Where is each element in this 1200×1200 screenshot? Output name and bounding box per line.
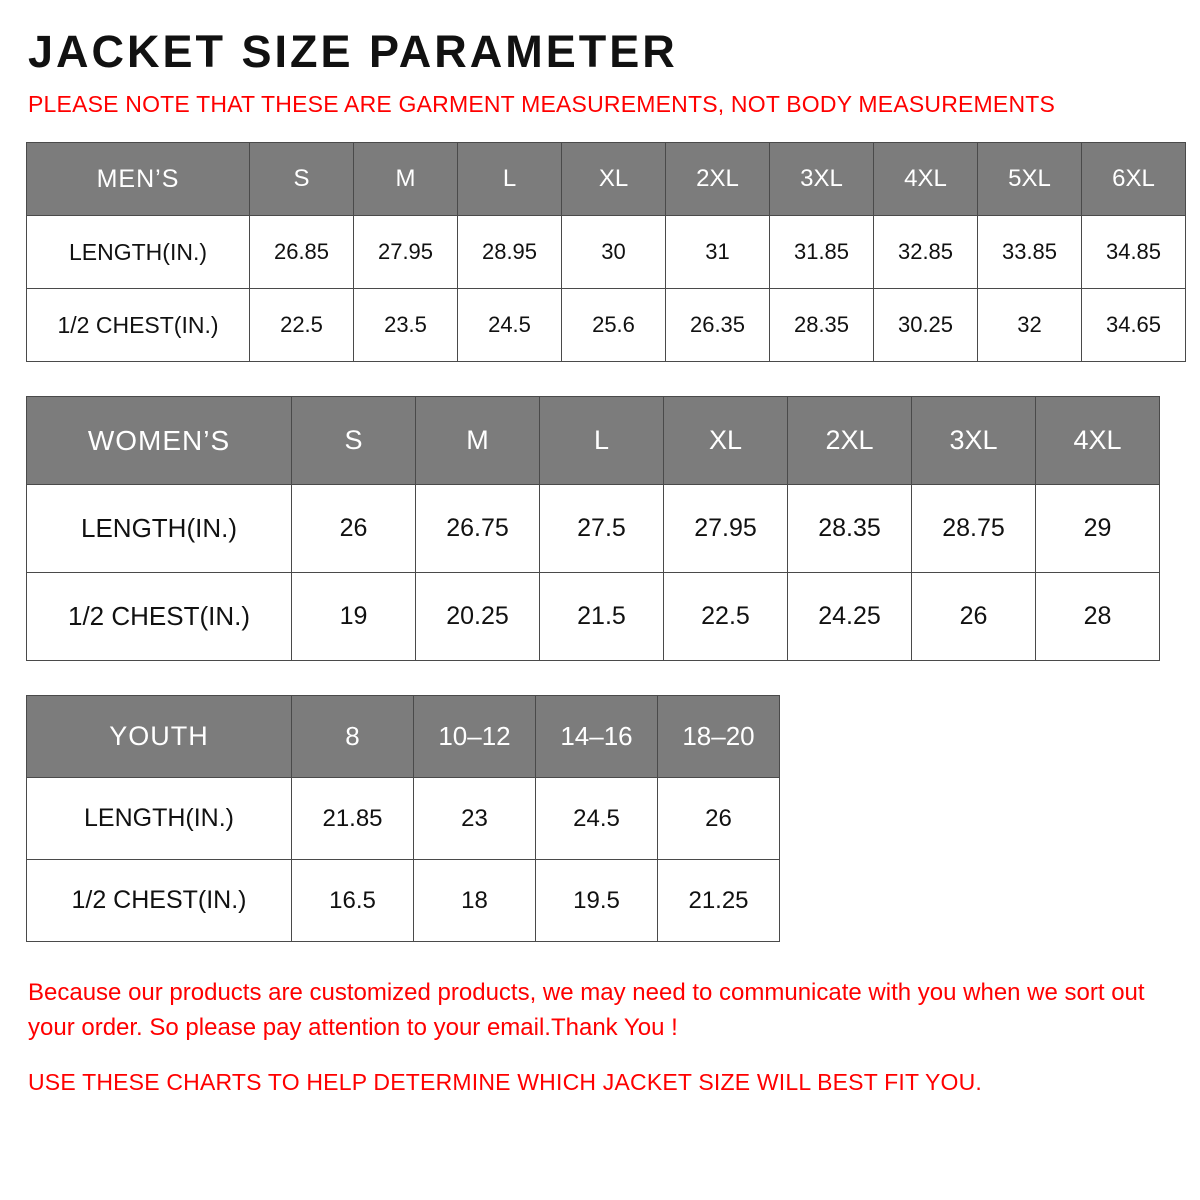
row-label: 1/2 CHEST(IN.) (27, 573, 292, 661)
chart-usage-note: USE THESE CHARTS TO HELP DETERMINE WHICH JACKET SIZE WILL BEST FIT YOU. (28, 1068, 982, 1095)
table-cell: 24.5 (536, 778, 658, 860)
column-header-size: 18–20 (658, 696, 780, 778)
row-label: 1/2 CHEST(IN.) (27, 289, 250, 362)
footer-notes (28, 976, 1174, 1098)
measurement-note: PLEASE NOTE THAT THESE ARE GARMENT MEASUREMENTS, NOT BODY MEASUREMENTS (28, 91, 1056, 118)
column-header-size: 3XL (770, 143, 874, 216)
womens-size-table (26, 396, 1160, 661)
table-cell: 19 (292, 573, 416, 661)
column-header-size: 3XL (912, 397, 1036, 485)
table-cell: 26.85 (250, 216, 354, 289)
page-title: JACKET SIZE PARAMETER (28, 26, 678, 77)
table-cell: 26.35 (666, 289, 770, 362)
table-cell: 30 (562, 216, 666, 289)
table-cell: 25.6 (562, 289, 666, 362)
row-label: LENGTH(IN.) (27, 216, 250, 289)
table-cell: 29 (1036, 485, 1160, 573)
table-cell: 31 (666, 216, 770, 289)
customization-note: Because our products are customized products, we may need to communicate with you when we sort out your order. So please pay attention to your email.Thank You ! (28, 979, 1145, 1042)
column-header-size: 8 (292, 696, 414, 778)
table-cell: 21.85 (292, 778, 414, 860)
table-cell: 26 (292, 485, 416, 573)
column-header-size: M (416, 397, 540, 485)
column-header-category: MEN’S (27, 143, 250, 216)
table-cell: 34.65 (1082, 289, 1186, 362)
table-cell: 23.5 (354, 289, 458, 362)
column-header-size: 4XL (874, 143, 978, 216)
column-header-size: 14–16 (536, 696, 658, 778)
table-row (27, 289, 1186, 362)
column-header-category: YOUTH (27, 696, 292, 778)
table-row (27, 573, 1160, 661)
column-header-size: XL (664, 397, 788, 485)
table-cell: 26.75 (416, 485, 540, 573)
table-cell: 23 (414, 778, 536, 860)
column-header-size: 4XL (1036, 397, 1160, 485)
column-header-size: S (292, 397, 416, 485)
youth-size-table (26, 695, 780, 942)
mens-size-table (26, 142, 1186, 362)
column-header-size: 10–12 (414, 696, 536, 778)
table-cell: 28.95 (458, 216, 562, 289)
table-row (27, 860, 780, 942)
column-header-size: 6XL (1082, 143, 1186, 216)
table-cell: 28.75 (912, 485, 1036, 573)
table-cell: 19.5 (536, 860, 658, 942)
column-header-size: 5XL (978, 143, 1082, 216)
table-cell: 26 (912, 573, 1036, 661)
row-label: 1/2 CHEST(IN.) (27, 860, 292, 942)
table-header-row (27, 143, 1186, 216)
table-cell: 32.85 (874, 216, 978, 289)
column-header-size: S (250, 143, 354, 216)
table-row (27, 216, 1186, 289)
table-cell: 34.85 (1082, 216, 1186, 289)
table-cell: 26 (658, 778, 780, 860)
row-label: LENGTH(IN.) (27, 778, 292, 860)
table-cell: 24.5 (458, 289, 562, 362)
table-cell: 27.95 (664, 485, 788, 573)
table-cell: 20.25 (416, 573, 540, 661)
table-cell: 21.5 (540, 573, 664, 661)
column-header-category: WOMEN’S (27, 397, 292, 485)
table-cell: 24.25 (788, 573, 912, 661)
table-cell: 16.5 (292, 860, 414, 942)
column-header-size: 2XL (666, 143, 770, 216)
table-cell: 21.25 (658, 860, 780, 942)
column-header-size: L (458, 143, 562, 216)
table-cell: 32 (978, 289, 1082, 362)
table-row (27, 778, 780, 860)
table-cell: 27.5 (540, 485, 664, 573)
table-cell: 28.35 (788, 485, 912, 573)
column-header-size: M (354, 143, 458, 216)
table-header-row (27, 397, 1160, 485)
table-cell: 18 (414, 860, 536, 942)
column-header-size: L (540, 397, 664, 485)
table-cell: 27.95 (354, 216, 458, 289)
table-header-row (27, 696, 780, 778)
table-cell: 33.85 (978, 216, 1082, 289)
table-cell: 28.35 (770, 289, 874, 362)
row-label: LENGTH(IN.) (27, 485, 292, 573)
table-cell: 28 (1036, 573, 1160, 661)
table-row (27, 485, 1160, 573)
column-header-size: 2XL (788, 397, 912, 485)
table-cell: 22.5 (664, 573, 788, 661)
table-cell: 30.25 (874, 289, 978, 362)
table-cell: 31.85 (770, 216, 874, 289)
column-header-size: XL (562, 143, 666, 216)
table-cell: 22.5 (250, 289, 354, 362)
